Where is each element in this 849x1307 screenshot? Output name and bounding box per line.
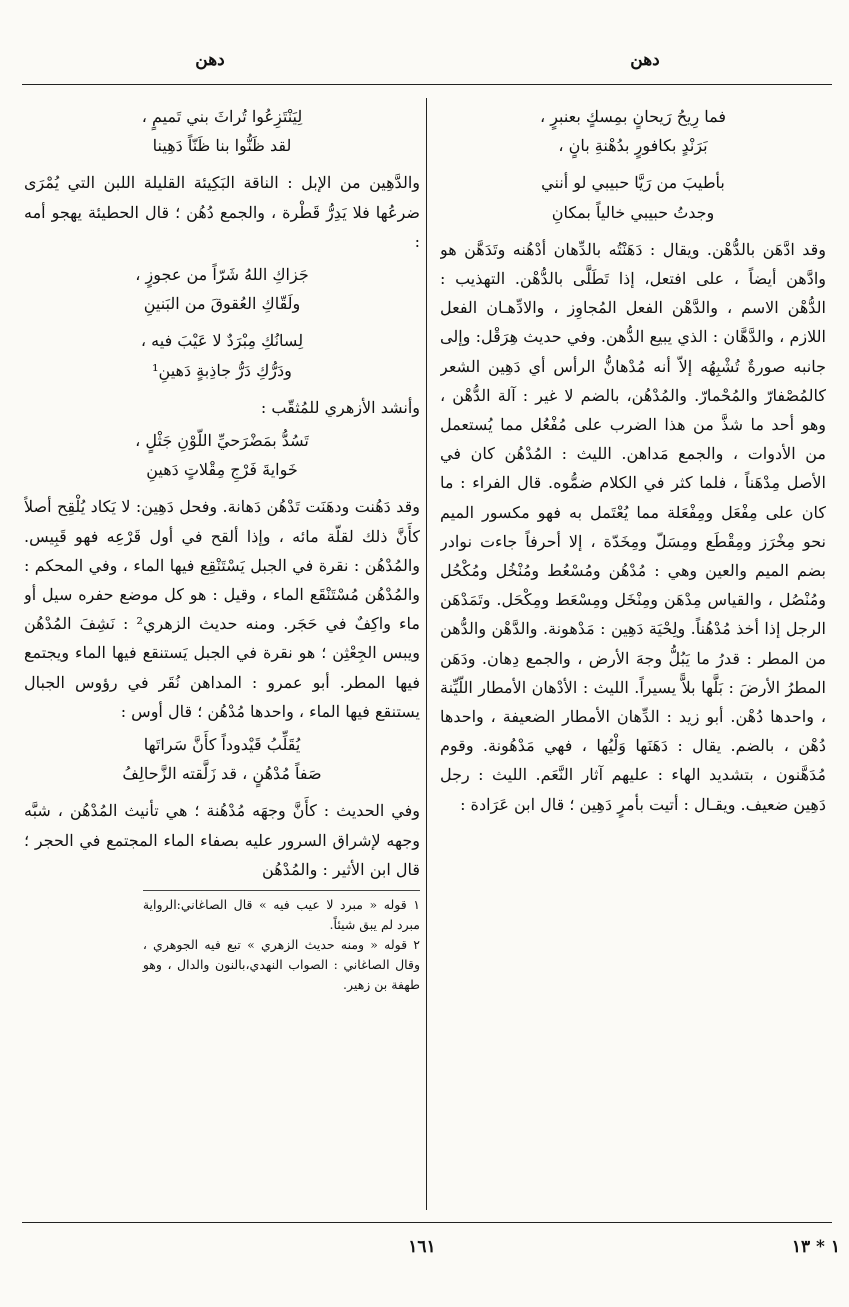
body-paragraph: والدَّهِين من الإبل : الناقة البَكِيئة القليلة اللبن التي يُمْرَى ضرعُها فلا يَدِرُّ قَطْرة ، والجمع دُهُن ؛ قال الحطيئة يهجو أمه :: [24, 173, 420, 251]
verse-line: يُقَلِّبُ قَيْدوداً كأَنَّ سَراتَها: [143, 735, 301, 755]
left-column: [24, 98, 420, 1213]
footnote: ٢ قوله « ومنه حديث الزهري » تبع فيه الجوهري ، وقال الصاغاني : الصواب النهدي،بالنون والدال ، وهو طهفة بن زهير.: [142, 937, 420, 993]
verse: [24, 102, 420, 160]
verse-line: وجدتُ حبيبي خالياً بمكانِ: [551, 202, 715, 222]
verse: [440, 168, 826, 226]
page-number: ١٦١: [408, 1237, 436, 1257]
verse-line: لِسانُكِ مِبْرَدٌ لا عَيْبَ فيه ،: [140, 331, 304, 351]
verse: [440, 102, 826, 160]
footer-rule: [22, 1222, 832, 1223]
verse: [24, 730, 420, 788]
verse-line: ولَقّاكِ العُقوقَ من البَنينِ: [143, 294, 301, 314]
verse-line: لِيَنْتَزِعُوا تُراثَ بني تَميمٍ ،: [141, 107, 303, 126]
body-paragraph: وأنشد الأزهري للمُثقّب :: [260, 397, 420, 417]
verse-line: تَسُدُّ بمَضْرَحيِّ اللّوْنِ جَثْلٍ ،: [135, 431, 309, 451]
signature-mark: ١ * ١٣: [791, 1237, 840, 1257]
running-header-right: دهن: [630, 50, 660, 70]
footnotes: [143, 890, 420, 995]
verse: [24, 426, 420, 484]
verse-line: بأطيبَ من رَيَّا حبيبي لو أنني: [541, 173, 725, 193]
verse-line: جَزاكِ اللهُ شَرّاً من عجوزٍ ،: [135, 265, 309, 285]
verse-line: فما رِيحُ رَيحانٍ بمِسكٍ بعنبرٍ ،: [539, 107, 727, 126]
column-divider: [426, 98, 427, 1210]
footnote: ١ قوله « مبرد لا عيب فيه » قال الصاغاني:الرواية مبرد لم يبق شيئاً.: [142, 897, 420, 933]
verse: [24, 260, 420, 318]
verse: [24, 326, 420, 384]
verse-line: ودَرُّكِ دَرُّ جاذِبةٍ دَهينِ¹: [152, 360, 292, 380]
body-paragraph: وقد ادَّهَن بالدُّهْن. ويقال : دَهَنْتُه بالدِّهان أدْهُنه وتَدَهَّن هو وادَّهن أيضاً ، على افتعل، إذا تَطَلَّى بالدُّهْن. التهذيب : الدُّهْن الاسم ، والدَّهْن الفعل المُجاوِز ، والادِّهـان الفعل اللازم ، والدَّهَّان : الذي يبيع الدُّهن. وفي حديث هِرَقْل: وإلى جانبه صورةٌ تُشْبِهُه إلاّ أنه مُدْهانُّ الرأس أي دَهِين الشعر كالمُصْفارّ والمُحْمارّ. والمُدْهُن، بالضم لا غير : آلة الدُّهْن ، وهو أحد ما شذَّ من هذا الضرب على مُفْعُل مما يُستعمل من الأدوات ، والجمع مَداهن. الليث : المُدْهُن كان في الأصل مِدْهَناً ، فلما كثر في الكلام ضمُّوه. قال الفراء : ما كان على مِفْعَل ومِفْعَلة مما يُعْتَمل به فهو مكسور الميم نحو مِخْرَز ومِقْطَع ومِسَلّ ومِخَدّة ، إلا أحرفاً جاءت نوادر بضم الميم والعين وهي : مُدْهُن ومُسْعُط ومُنْخُل ومُكْحُل ومُنْصُل ، والقياس مِدْهَن ومِنْخَل ومِسْعَط ومِكْحَل. وتَمَدْهَن الرجل إذا أخذ مُدْهُناً. ولِحْيَة دَهِين : مَدْهونة. والدَّهْن والدُّهن من المطر : قدرُ ما يَبُلُّ وجهَ الأرض ، والجمع دِهان. ودَهَن المطرُ الأرضَ : بَلَّها بلاًّ يسيراً. الليث : الأدْهان الأمطار اللّيِّنة ، واحدها دُهْن. أبو زيد : الدِّهان الأمطار الضعيفة ، واحدها دُهْن ، بالضم. يقال : دَهَنَها وَلْيُها ، فهي مَدْهُونة. وقوم مُدَهَّنون ، بتشديد الهاء : عليهم آثار النَّعَم. الليث : رجل دَهِين ضعيف. ويقـال : أتيت بأمرٍ دَهِين ؛ قال ابن عَرَادة :: [440, 239, 826, 814]
body-paragraph: وفي الحديث : كأَنَّ وجهَه مُدْهُنة ؛ هي تأنيث المُدْهُن ، شبَّه وجهه لإشراق السرور عليه بصفاء الماء المجتمع في الحجر ؛ قال ابن الأثير : والمُدْهُن: [24, 801, 420, 879]
verse-line: بَرَنْدٍ بكافورٍ بدُهْنةِ بانٍ ،: [558, 136, 708, 156]
verse-line: لقد ظَنُّوا بنا ظَنّاً دَهِينا: [152, 136, 292, 156]
running-header-left: دهن: [195, 50, 225, 70]
verse-line: خَوايةَ فَرْجِ مِقْلاتٍ دَهينِ: [146, 460, 298, 480]
right-column: [440, 98, 826, 1213]
verse-line: صَفاً مُدْهُنٍ ، قد زَلَّقته الزَّحالِفُ: [122, 764, 322, 784]
body-paragraph: وقد دَهُنت ودهَنَت تَدْهُن دَهانة. وفحل دَهِين: لا يَكاد يُلْقِح أصلاً كأَنَّ ذلك لقلّة مائه ، وإذا ألقح في أول قَرْعِه فهو قَبِيس. والمُدْهُن : نقرة في الجبل يَسْتَنْقِع فيها الماء ، وفي المحكم : والمُدْهُن مُسْتَنْقَع الماء ، وقيل : هو كل موضع حفره سيل أو ماء واكِفٌ في حَجَر. ومنه حديث الزهري² : نَشِفَ المُدْهُن ويبس الجِعْثِن ؛ هو نقرة في الجبل يَستنقع فيها الماء ويجتمع فيها المطر. أبو عمرو : المداهن نُقَر في رؤوس الجبال يستنقع فيها الماء ، واحدها مُدْهُن ؛ قال أوس :: [24, 497, 420, 721]
header-rule: [22, 84, 832, 85]
